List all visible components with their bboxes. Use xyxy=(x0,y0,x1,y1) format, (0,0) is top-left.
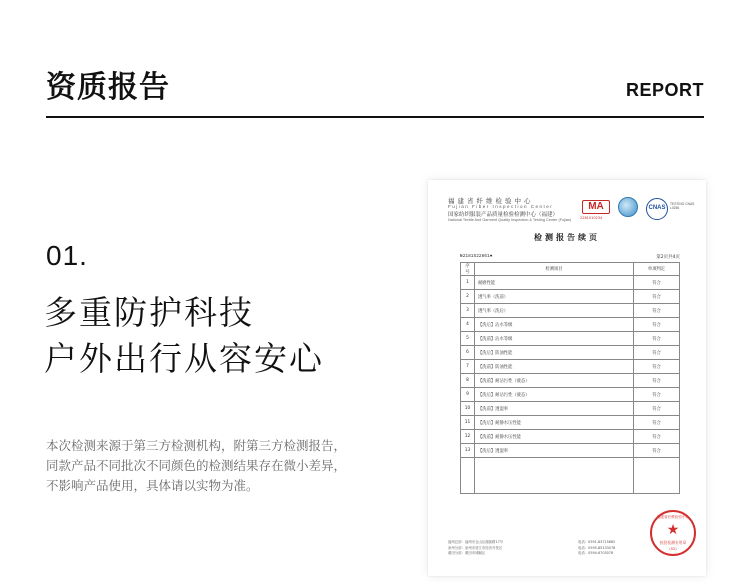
row-item: 透气率（洗后） xyxy=(475,304,634,318)
stamp-ring-text: 福建省纤维检验中心 xyxy=(656,515,690,519)
header-result: 单项判定 xyxy=(634,263,680,276)
row-no: 10 xyxy=(461,402,475,416)
row-item: 【洗后】沾水等级 xyxy=(475,318,634,332)
section-headline xyxy=(44,290,324,382)
org-name-cn: 福建省纤维检验中心 xyxy=(448,197,534,205)
report-page-number: 第2页共4页 xyxy=(656,255,680,260)
table-row xyxy=(461,360,680,374)
table-row xyxy=(461,444,680,458)
note-line-2: 同款产品不同批次不同颜色的检测结果存在微小差异， xyxy=(46,458,347,473)
row-result: 符合 xyxy=(634,318,680,332)
row-result: 符合 xyxy=(634,430,680,444)
star-icon: ★ xyxy=(666,522,680,538)
headline-line-1: 多重防护科技 xyxy=(44,293,254,332)
footer-line: 莆田分部：莆田市城厢区 xyxy=(448,551,486,555)
footer-phone: 电话：0594-6703078 xyxy=(578,551,614,555)
table-row xyxy=(461,430,680,444)
center-name-cn: 国家纺织服装产品质量检验检测中心（福建） xyxy=(448,212,559,218)
row-result: 符合 xyxy=(634,304,680,318)
row-no: 3 xyxy=(461,304,475,318)
footer-line: 福州总部：福州市仓山区湖滨路17号 xyxy=(448,540,504,544)
row-no: 6 xyxy=(461,346,475,360)
row-no: 8 xyxy=(461,374,475,388)
row-no: 2 xyxy=(461,290,475,304)
row-item: 【洗前】耐沾污性（液态） xyxy=(475,374,634,388)
cma-logo-icon: MA xyxy=(582,200,610,214)
report-footer-phones xyxy=(578,540,658,557)
row-item: 耐磨性能 xyxy=(475,276,634,290)
headline-line-2: 户外出行从容安心 xyxy=(44,339,324,378)
row-result: 符合 xyxy=(634,374,680,388)
row-result: 符合 xyxy=(634,276,680,290)
row-no: 5 xyxy=(461,332,475,346)
table-row xyxy=(461,332,680,346)
footer-phone: 电话：0591-83715682 xyxy=(578,540,616,544)
center-name-en: National Textile And Garment Quality Inspection & Testing Center (Fujian) xyxy=(448,218,572,222)
table-row xyxy=(461,346,680,360)
row-result: 符合 xyxy=(634,360,680,374)
test-results-table xyxy=(460,262,680,494)
row-item: 【洗前】耐静水压性能 xyxy=(475,430,634,444)
row-no: 13 xyxy=(461,444,475,458)
row-item: 【洗前】透湿率 xyxy=(475,402,634,416)
row-result: 符合 xyxy=(634,332,680,346)
red-seal-stamp xyxy=(650,510,696,556)
row-no: 12 xyxy=(461,430,475,444)
note-line-3: 不影响产品使用，具体请以实物为准。 xyxy=(46,478,259,493)
note-line-1: 本次检测来源于第三方检测机构，附第三方检测报告， xyxy=(46,438,347,453)
section-number: 01. xyxy=(46,240,88,271)
header-item: 检测项目 xyxy=(475,263,634,276)
row-no: 9 xyxy=(461,388,475,402)
row-result: 符合 xyxy=(634,444,680,458)
row-item: 【洗后】耐静水压性能 xyxy=(475,416,634,430)
row-item: 【洗前】防油性能 xyxy=(475,360,634,374)
report-number: №2181522661● xyxy=(460,254,493,259)
table-row xyxy=(461,304,680,318)
page-title: 资质报告 xyxy=(46,70,170,105)
table-row xyxy=(461,276,680,290)
cnas-logo-caption: TESTING CNAS L0256 xyxy=(670,202,695,211)
report-continuation-title: 检测报告续页 xyxy=(534,233,600,242)
table-row xyxy=(461,416,680,430)
row-result: 符合 xyxy=(634,346,680,360)
globe-logo-icon xyxy=(618,197,638,217)
org-name-en: Fujian Fiber Inspection Center xyxy=(448,204,554,209)
cma-logo-number: 2281010234 xyxy=(580,216,603,220)
table-row xyxy=(461,318,680,332)
page-header xyxy=(46,60,704,118)
stamp-bottom-text: 检验检测专用章 xyxy=(659,540,687,545)
row-no: 1 xyxy=(461,276,475,290)
row-result: 符合 xyxy=(634,402,680,416)
cnas-logo-icon: CNAS xyxy=(646,198,668,220)
table-row xyxy=(461,290,680,304)
report-tag: REPORT xyxy=(625,80,704,100)
row-item: 透气率（洗前） xyxy=(475,290,634,304)
disclaimer-note xyxy=(46,436,386,496)
stamp-code: (02) xyxy=(669,547,677,551)
table-row xyxy=(461,388,680,402)
row-no: 11 xyxy=(461,416,475,430)
row-result: 符合 xyxy=(634,290,680,304)
row-item: 【洗后】防油性能 xyxy=(475,346,634,360)
row-no: 4 xyxy=(461,318,475,332)
row-result: 符合 xyxy=(634,416,680,430)
header-no: 序号 xyxy=(461,263,475,276)
table-row xyxy=(461,374,680,388)
row-result: 符合 xyxy=(634,388,680,402)
report-document-image xyxy=(428,180,706,576)
row-item: 【洗后】耐沾污性（液态） xyxy=(475,388,634,402)
footer-phone: 电话：0595-85133078 xyxy=(578,545,616,550)
row-item: 【洗前】沾水等级 xyxy=(475,332,634,346)
table-empty-row xyxy=(461,458,680,494)
row-item: 【洗后】透湿率 xyxy=(475,444,634,458)
table-row xyxy=(461,402,680,416)
table-header-row xyxy=(461,263,680,276)
footer-line: 泉州分部：泉州市晋江市经济开发区 xyxy=(448,545,503,550)
row-no: 7 xyxy=(461,360,475,374)
